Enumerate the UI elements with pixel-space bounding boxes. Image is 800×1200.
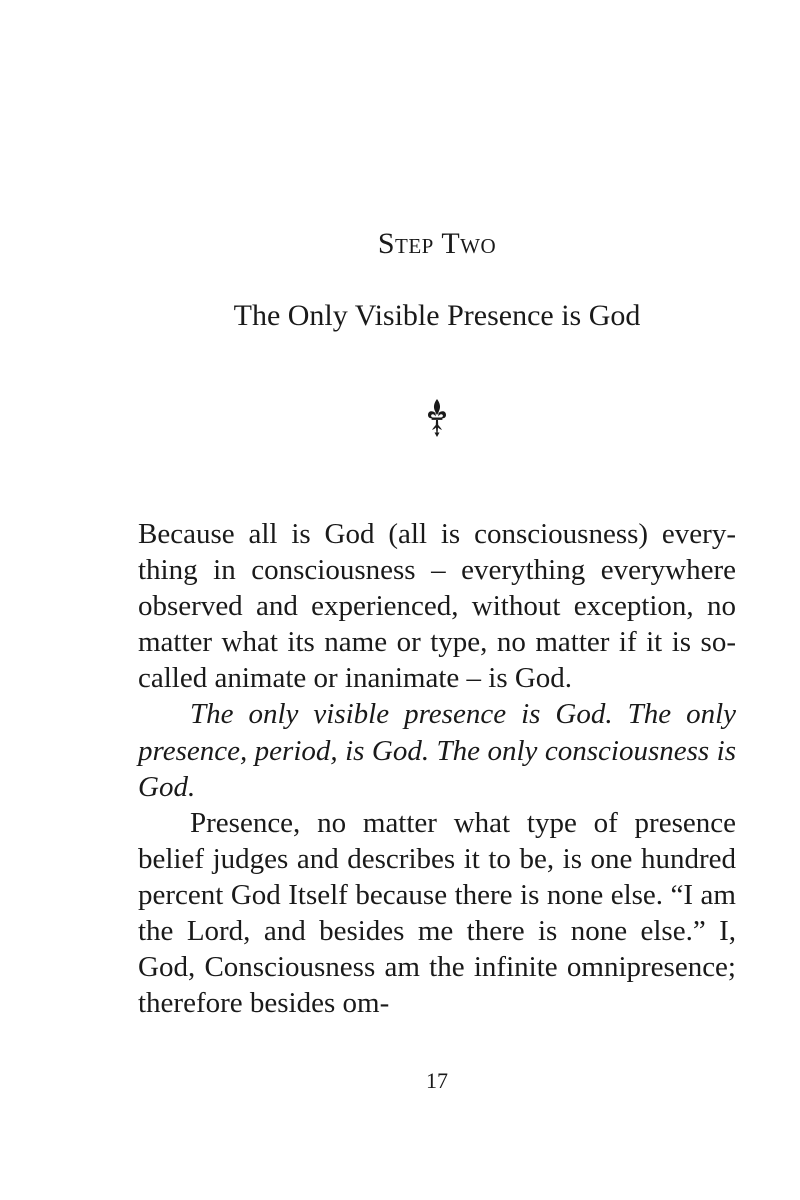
chapter-title: The Only Visible Presence is God <box>233 299 641 332</box>
emphasis-paragraph: The only visible presence is God. The only presence, period, is God. The only consciousness is God. <box>138 698 736 803</box>
chapter-label: Step Two <box>377 227 497 260</box>
paragraph: Presence, no matter what type of presence belief judges and describes it to be, is one hundred percent God Itself because there is none else. “I am the Lord, and besides me there is none else.” I, God, Consciousness am the infinite omnipresence; therefore besides om- <box>138 806 736 1020</box>
paragraph: Because all is God (all is consciousness) everything in consciousness – everything everywhere observed and experienced, without exception, no matter what its name or type, no matter if it is so-called animate or inanimate – is God. <box>138 518 736 695</box>
body-text <box>138 516 736 1021</box>
page-number: 17 <box>426 1068 448 1093</box>
fleur-de-lis-icon <box>426 398 448 438</box>
